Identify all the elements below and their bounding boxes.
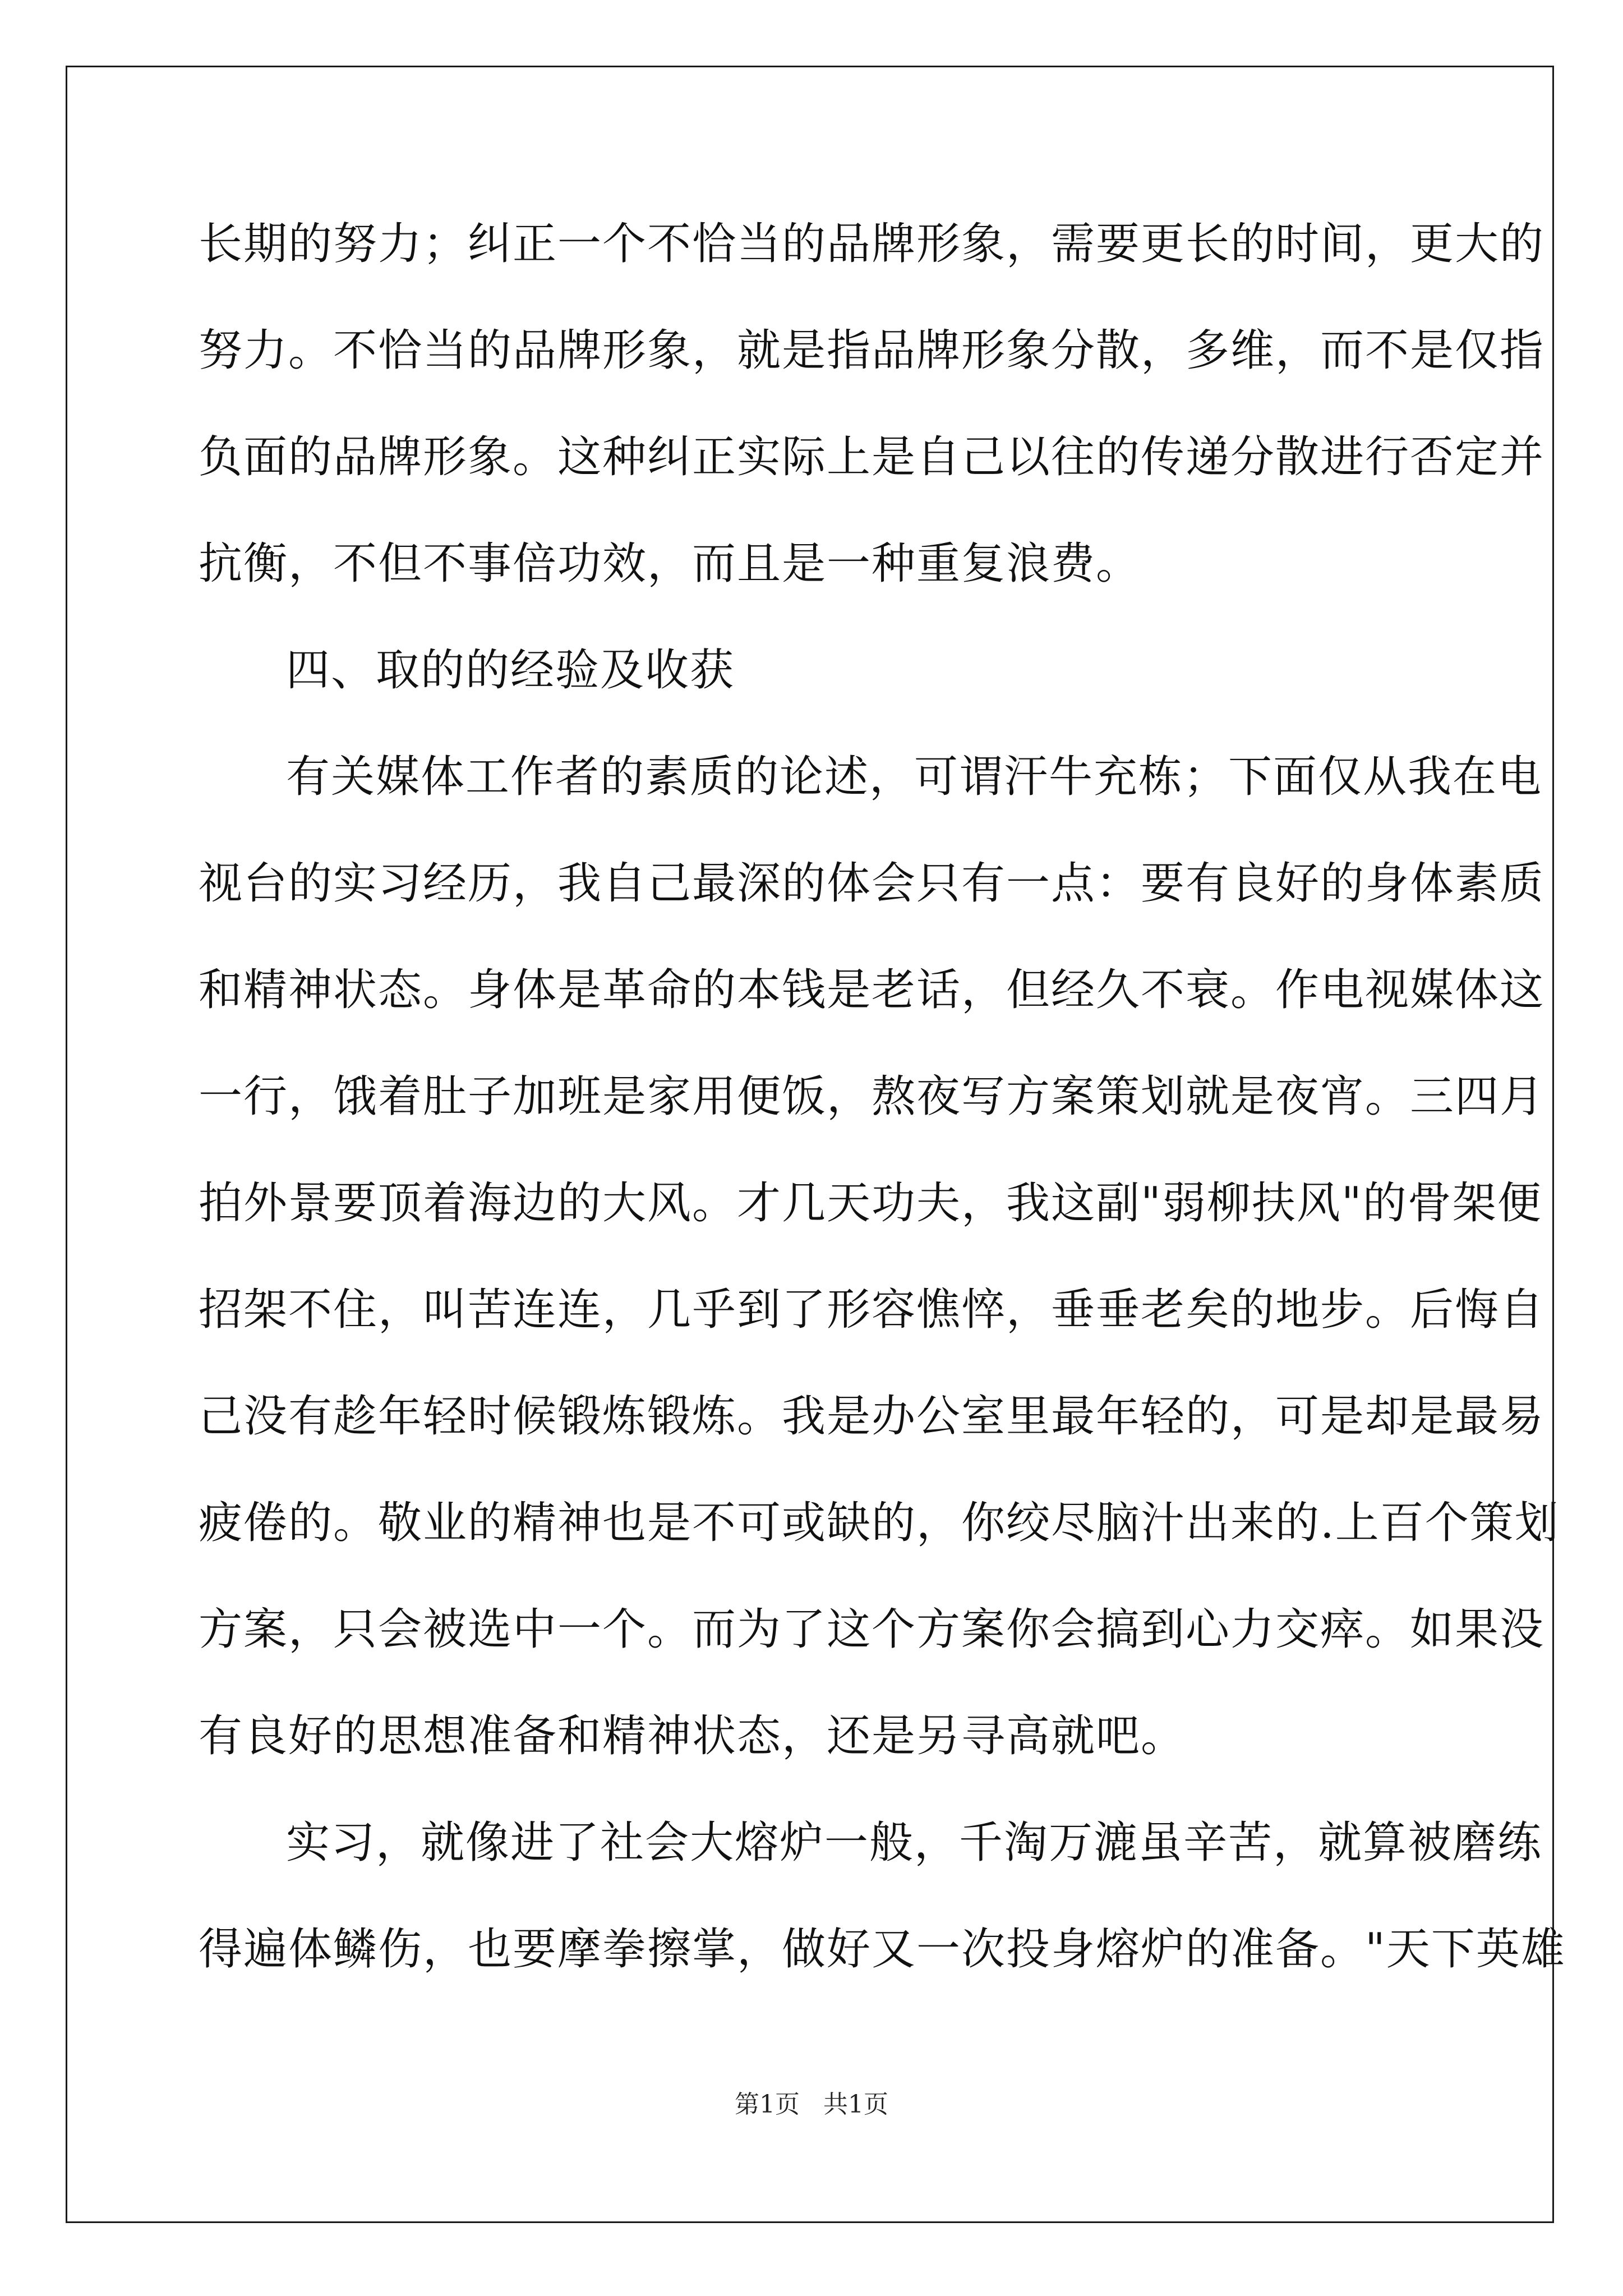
text-line: 和精神状态。身体是革命的本钱是老话，但经久不衰。作电视媒体这 bbox=[199, 965, 1545, 1015]
text-line: 招架不住，叫苦连连，几乎到了形容憔悴，垂垂老矣的地步。后悔自 bbox=[199, 1285, 1545, 1335]
text-line: 一行，饿着肚子加班是家用便饭，熬夜写方案策划就是夜宵。三四月 bbox=[199, 1071, 1545, 1122]
text-line: 抗衡，不但不事倍功效，而且是一种重复浪费。 bbox=[199, 539, 1141, 589]
text-line: 负面的品牌形象。这种纠正实际上是自己以往的传递分散进行否定并 bbox=[199, 432, 1545, 482]
text-line: 视台的实习经历，我自己最深的体会只有一点：要有良好的身体素质 bbox=[199, 858, 1545, 909]
text-line: 长期的努力；纠正一个不恰当的品牌形象，需要更长的时间，更大的 bbox=[199, 219, 1545, 269]
text-line: 己没有趁年轻时候锻炼锻炼。我是办公室里最年轻的，可是却是最易 bbox=[199, 1391, 1545, 1442]
text-line: 努力。不恰当的品牌形象，就是指品牌形象分散，多维，而不是仅指 bbox=[199, 325, 1545, 376]
text-line: 方案，只会被选中一个。而为了这个方案你会搞到心力交瘁。如果没 bbox=[199, 1604, 1545, 1655]
document-body bbox=[199, 191, 1566, 2003]
text-line: 有关媒体工作者的素质的论述，可谓汗牛充栋；下面仅从我在电 bbox=[286, 752, 1543, 802]
text-line: 有良好的思想准备和精神状态，还是另寻高就吧。 bbox=[199, 1711, 1186, 1761]
text-line: 疲倦的。敬业的精神也是不可或缺的，你绞尽脑汁出来的.上百个策划 bbox=[199, 1498, 1560, 1548]
text-line: 四、取的的经验及收获 bbox=[286, 645, 735, 696]
page-footer: 第1页 共1页 bbox=[735, 2090, 888, 2119]
text-line: 实习，就像进了社会大熔炉一般，千淘万漉虽辛苦，就算被磨练 bbox=[286, 1818, 1543, 1868]
text-line: 得遍体鳞伤，也要摩拳擦掌，做好又一次投身熔炉的准备。"天下英雄 bbox=[199, 1924, 1566, 1975]
text-line: 拍外景要顶着海边的大风。才几天功夫，我这副"弱柳扶风"的骨架便 bbox=[199, 1178, 1542, 1228]
